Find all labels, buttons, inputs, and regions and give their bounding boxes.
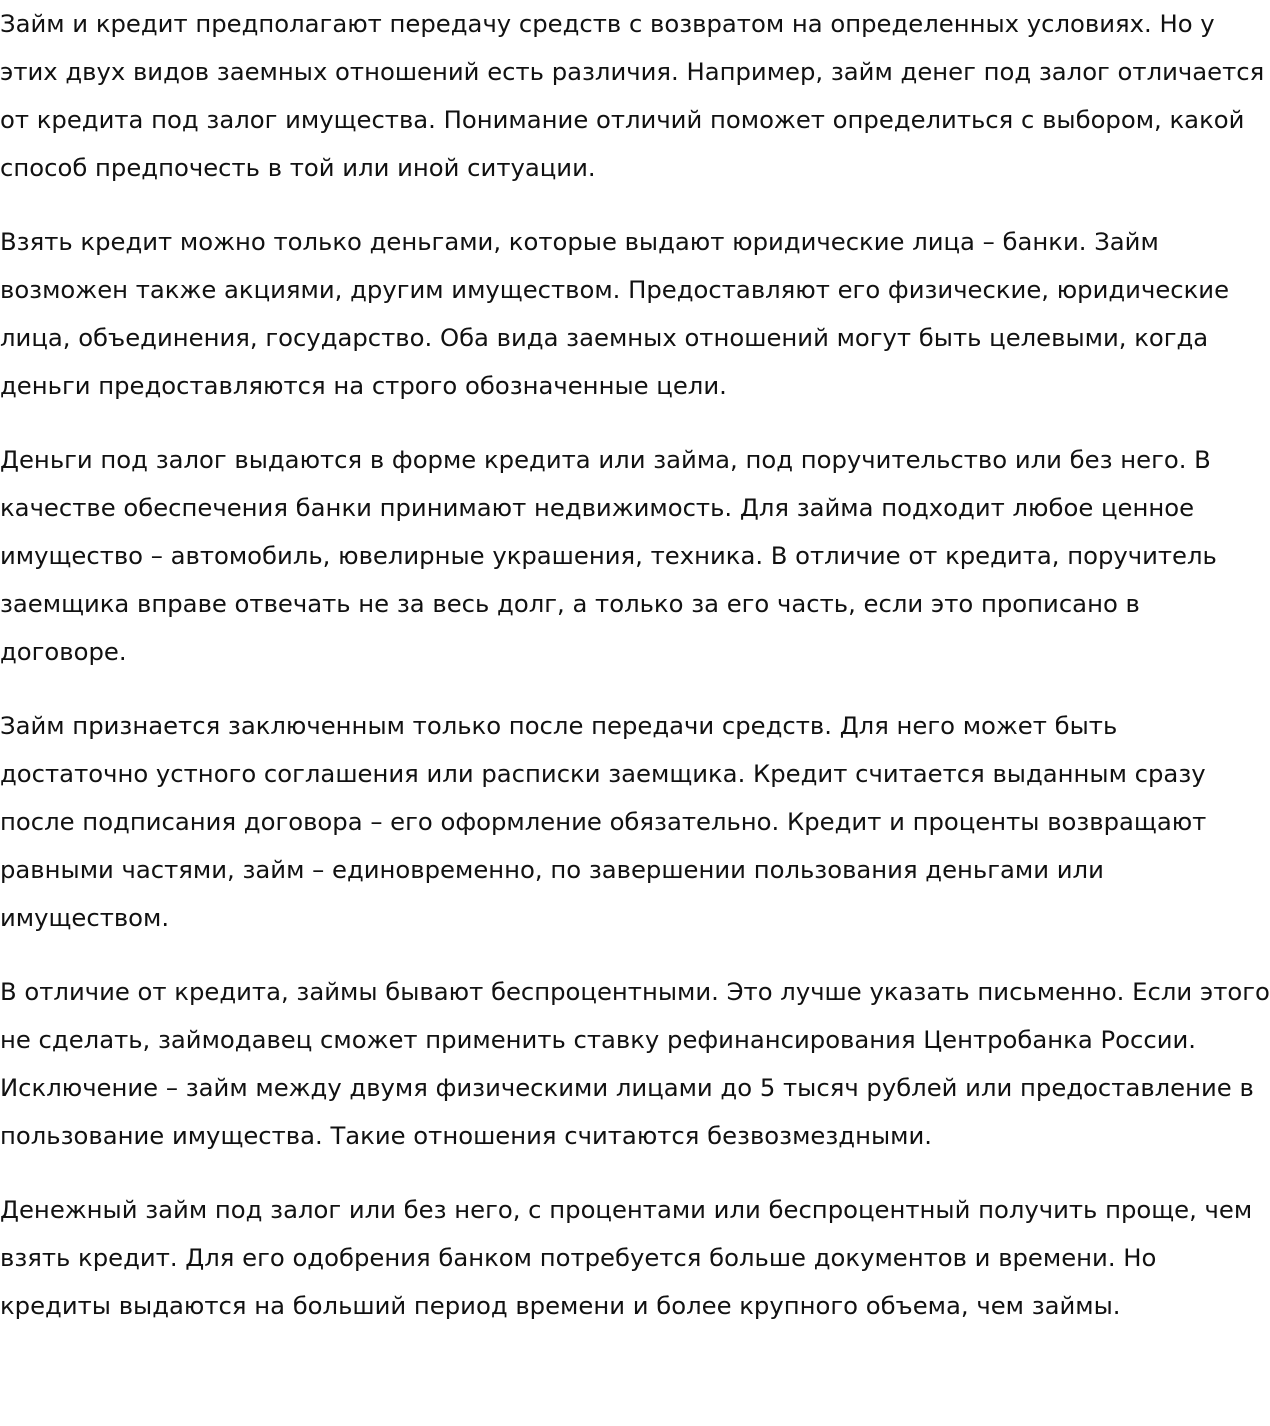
- paragraph-who-issues: Взять кредит можно только деньгами, которые выдают юридические лица – банки. Займ возможен также акциями, другим имуществом. Предоставляют его физические, юридические лица, объединения, государство. Оба вида заемных отношений могут быть целевыми, когда деньги предоставляются на строго обозначенные цели.: [0, 227, 1230, 400]
- paragraph-intro: Займ и кредит предполагают передачу средств с возвратом на определенных условиях. Но у этих двух видов заемных отношений есть различия. Например, займ денег под залог отличается от кредита под залог имущества. Понимание отличий поможет определиться с выбором, какой способ предпочесть в той или иной ситуации.: [0, 9, 1265, 182]
- paragraph-conclusion-and-repayment: Займ признается заключенным только после передачи средств. Для него может быть достаточно устного соглашения или расписки заемщика. Кредит считается выданным сразу после подписания договора – его оформление обязательно. Кредит и проценты возвращают равными частями, займ – единовременно, по завершении пользования деньгами или имуществом.: [0, 711, 1207, 932]
- paragraph-summary: Денежный займ под залог или без него, с процентами или беспроцентный получить проще, чем взять кредит. Для его одобрения банком потребуется больше документов и времени. Но кредиты выдаются на больший период времени и более крупного объема, чем займы.: [0, 1195, 1253, 1320]
- paragraph-collateral: Деньги под залог выдаются в форме кредита или займа, под поручительство или без него. В качестве обеспечения банки принимают недвижимость. Для займа подходит любое ценное имущество – автомобиль, ювелирные украшения, техника. В отличие от кредита, поручитель заемщика вправе отвечать не за весь долг, а только за его часть, если это прописано в договоре.: [0, 445, 1217, 666]
- paragraph-interest-free: В отличие от кредита, займы бывают беспроцентными. Это лучше указать письменно. Если этого не сделать, займодавец сможет применить ставку рефинансирования Центробанка России. Исключение – займ между двумя физическими лицами до 5 тысяч рублей или предоставление в пользование имущества. Такие отношения считаются безвозмездными.: [0, 977, 1270, 1150]
